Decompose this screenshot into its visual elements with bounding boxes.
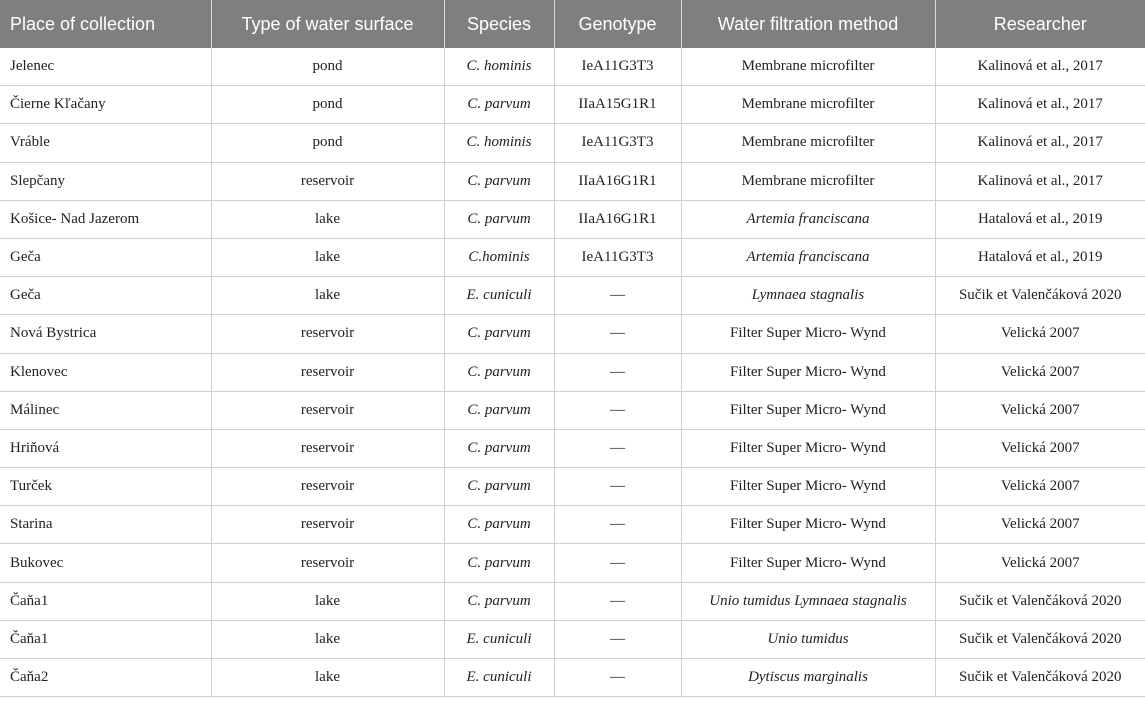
cell-genotype: — xyxy=(554,582,681,620)
cell-species: C. parvum xyxy=(444,429,554,467)
cell-species: C. parvum xyxy=(444,315,554,353)
cell-place: Bukovec xyxy=(0,544,211,582)
cell-species: E. cuniculi xyxy=(444,620,554,658)
cell-water-surface: lake xyxy=(211,582,444,620)
cell-water-surface: reservoir xyxy=(211,506,444,544)
cell-researcher: Velická 2007 xyxy=(935,429,1145,467)
cell-place: Vráble xyxy=(0,124,211,162)
table-row xyxy=(0,124,1145,162)
cell-water-surface: reservoir xyxy=(211,391,444,429)
table-row xyxy=(0,315,1145,353)
table-row xyxy=(0,468,1145,506)
cell-filtration-method: Membrane microfilter xyxy=(681,86,935,124)
table-row xyxy=(0,162,1145,200)
cell-water-surface: reservoir xyxy=(211,353,444,391)
cell-place: Čaňa1 xyxy=(0,582,211,620)
cell-water-surface: lake xyxy=(211,620,444,658)
table-row xyxy=(0,582,1145,620)
cell-genotype: — xyxy=(554,429,681,467)
cell-water-surface: lake xyxy=(211,200,444,238)
cell-water-surface: pond xyxy=(211,86,444,124)
cell-water-surface: lake xyxy=(211,659,444,697)
cell-place: Málinec xyxy=(0,391,211,429)
cell-species: C. parvum xyxy=(444,391,554,429)
cell-filtration-method: Membrane microfilter xyxy=(681,162,935,200)
header-row xyxy=(0,0,1145,48)
cell-species: C. parvum xyxy=(444,162,554,200)
cell-genotype: — xyxy=(554,506,681,544)
cell-genotype: IIaA15G1R1 xyxy=(554,86,681,124)
cell-place: Košice- Nad Jazerom xyxy=(0,200,211,238)
cell-genotype: — xyxy=(554,544,681,582)
cell-place: Čaňa1 xyxy=(0,620,211,658)
cell-researcher: Kalinová et al., 2017 xyxy=(935,86,1145,124)
table-row xyxy=(0,353,1145,391)
cell-filtration-method: Membrane microfilter xyxy=(681,48,935,86)
cell-water-surface: reservoir xyxy=(211,162,444,200)
cell-genotype: — xyxy=(554,620,681,658)
cell-place: Hriňová xyxy=(0,429,211,467)
cell-researcher: Kalinová et al., 2017 xyxy=(935,48,1145,86)
table-row xyxy=(0,200,1145,238)
cell-filtration-method: Unio tumidus Lymnaea stagnalis xyxy=(681,582,935,620)
cell-species: C.hominis xyxy=(444,238,554,276)
cell-filtration-method: Artemia franciscana xyxy=(681,238,935,276)
cell-filtration-method: Lymnaea stagnalis xyxy=(681,277,935,315)
cell-researcher: Hatalová et al., 2019 xyxy=(935,238,1145,276)
header-species: Species xyxy=(444,0,554,48)
cell-species: E. cuniculi xyxy=(444,659,554,697)
cell-species: C. hominis xyxy=(444,124,554,162)
cell-genotype: IIaA16G1R1 xyxy=(554,200,681,238)
cell-water-surface: reservoir xyxy=(211,315,444,353)
cell-filtration-method: Filter Super Micro- Wynd xyxy=(681,429,935,467)
cell-researcher: Velická 2007 xyxy=(935,315,1145,353)
cell-researcher: Sučik et Valenčáková 2020 xyxy=(935,277,1145,315)
table-row xyxy=(0,277,1145,315)
cell-water-surface: reservoir xyxy=(211,468,444,506)
cell-genotype: IeA11G3T3 xyxy=(554,48,681,86)
cell-genotype: IeA11G3T3 xyxy=(554,124,681,162)
cell-water-surface: pond xyxy=(211,48,444,86)
cell-genotype: — xyxy=(554,468,681,506)
cell-genotype: — xyxy=(554,391,681,429)
cell-place: Klenovec xyxy=(0,353,211,391)
cell-filtration-method: Filter Super Micro- Wynd xyxy=(681,391,935,429)
cell-filtration-method: Filter Super Micro- Wynd xyxy=(681,506,935,544)
cell-filtration-method: Filter Super Micro- Wynd xyxy=(681,544,935,582)
cell-species: E. cuniculi xyxy=(444,277,554,315)
cell-place: Geča xyxy=(0,277,211,315)
cell-researcher: Kalinová et al., 2017 xyxy=(935,162,1145,200)
cell-place: Čierne Kľačany xyxy=(0,86,211,124)
cell-water-surface: reservoir xyxy=(211,429,444,467)
cell-place: Slepčany xyxy=(0,162,211,200)
cell-filtration-method: Filter Super Micro- Wynd xyxy=(681,468,935,506)
cell-place: Jelenec xyxy=(0,48,211,86)
cell-filtration-method: Artemia franciscana xyxy=(681,200,935,238)
table-row xyxy=(0,48,1145,86)
cell-species: C. parvum xyxy=(444,544,554,582)
cell-species: C. parvum xyxy=(444,86,554,124)
cell-place: Nová Bystrica xyxy=(0,315,211,353)
cell-filtration-method: Filter Super Micro- Wynd xyxy=(681,315,935,353)
cell-researcher: Kalinová et al., 2017 xyxy=(935,124,1145,162)
table-header xyxy=(0,0,1145,48)
cell-genotype: — xyxy=(554,277,681,315)
header-filtration-method: Water filtration method xyxy=(681,0,935,48)
table-row xyxy=(0,620,1145,658)
cell-researcher: Velická 2007 xyxy=(935,468,1145,506)
cell-species: C. parvum xyxy=(444,582,554,620)
cell-genotype: — xyxy=(554,659,681,697)
cell-researcher: Hatalová et al., 2019 xyxy=(935,200,1145,238)
cell-genotype: — xyxy=(554,353,681,391)
cell-researcher: Velická 2007 xyxy=(935,506,1145,544)
cell-place: Starina xyxy=(0,506,211,544)
header-water-surface: Type of water surface xyxy=(211,0,444,48)
cell-place: Turček xyxy=(0,468,211,506)
table-row xyxy=(0,506,1145,544)
cell-species: C. hominis xyxy=(444,48,554,86)
cell-place: Čaňa2 xyxy=(0,659,211,697)
header-researcher: Researcher xyxy=(935,0,1145,48)
header-genotype: Genotype xyxy=(554,0,681,48)
cell-species: C. parvum xyxy=(444,506,554,544)
cell-water-surface: pond xyxy=(211,124,444,162)
cell-water-surface: lake xyxy=(211,277,444,315)
cell-filtration-method: Dytiscus marginalis xyxy=(681,659,935,697)
cell-species: C. parvum xyxy=(444,468,554,506)
table-body xyxy=(0,48,1145,697)
cell-species: C. parvum xyxy=(444,200,554,238)
cell-filtration-method: Filter Super Micro- Wynd xyxy=(681,353,935,391)
cell-place: Geča xyxy=(0,238,211,276)
table-row xyxy=(0,391,1145,429)
cell-genotype: — xyxy=(554,315,681,353)
cell-species: C. parvum xyxy=(444,353,554,391)
header-place: Place of collection xyxy=(0,0,211,48)
cell-researcher: Velická 2007 xyxy=(935,391,1145,429)
cell-water-surface: lake xyxy=(211,238,444,276)
table-row xyxy=(0,429,1145,467)
table-row xyxy=(0,544,1145,582)
table-row xyxy=(0,659,1145,697)
cell-researcher: Velická 2007 xyxy=(935,353,1145,391)
cell-researcher: Sučik et Valenčáková 2020 xyxy=(935,620,1145,658)
table-row xyxy=(0,86,1145,124)
cell-researcher: Velická 2007 xyxy=(935,544,1145,582)
cell-genotype: IeA11G3T3 xyxy=(554,238,681,276)
cell-researcher: Sučik et Valenčáková 2020 xyxy=(935,582,1145,620)
cell-filtration-method: Membrane microfilter xyxy=(681,124,935,162)
table-row xyxy=(0,238,1145,276)
cell-genotype: IIaA16G1R1 xyxy=(554,162,681,200)
cell-filtration-method: Unio tumidus xyxy=(681,620,935,658)
cell-researcher: Sučik et Valenčáková 2020 xyxy=(935,659,1145,697)
cell-water-surface: reservoir xyxy=(211,544,444,582)
